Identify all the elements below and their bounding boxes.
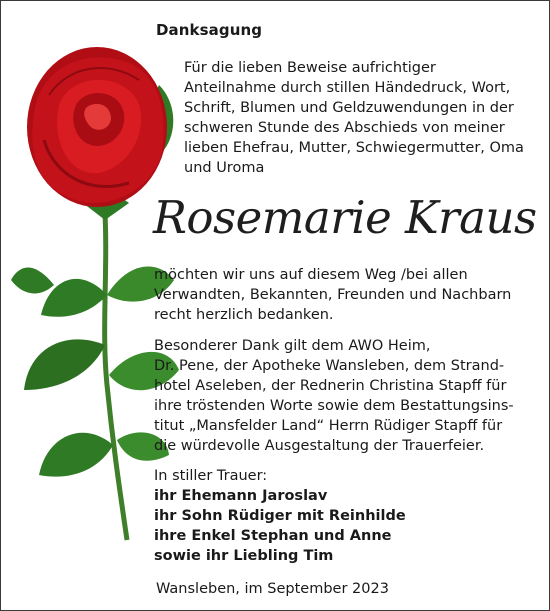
heading: Danksagung: [156, 21, 263, 39]
mourner-line: ihr Sohn Rüdiger mit Reinhilde: [154, 508, 406, 524]
thanks-text: möchten wir uns auf diesem Weg /bei allen Verwandten, Bekannten, Freunden und Nachbarn recht herzlich bedanken.: [154, 267, 512, 323]
special-thanks-text: Besonderer Dank gilt dem AWO Heim, Dr. Pene, der Apotheke Wansleben, dem Strand- hotel Aseleben, der Rednerin Christina Stapff für ihre tröstenden Worte sowie dem Bestattungsins- titut „Mansfelder Land“ Herrn Rüdiger Stapff für die würdevolle Ausgestaltung der Trauerfeier.: [154, 338, 514, 454]
mourning-intro: In stiller Trauer:: [154, 468, 268, 484]
mourners-list: [154, 486, 406, 566]
mourner-line: ihre Enkel Stephan und Anne: [154, 528, 392, 544]
place-date: Wansleben, im September 2023: [156, 581, 389, 597]
intro-text: Für die lieben Beweise aufrichtiger Anteilnahme durch stillen Händedruck, Wort, Schrift, Blumen und Geldzuwendungen in der schweren Stunde des Abschieds von meiner lieben Ehefrau, Mutter, Schwiegermutter, Oma und Uroma: [184, 60, 524, 176]
deceased-name: Rosemarie Kraus: [153, 191, 537, 244]
mourner-line: sowie ihr Liebling Tim: [154, 548, 334, 564]
mourner-line: ihr Ehemann Jaroslav: [154, 488, 328, 504]
